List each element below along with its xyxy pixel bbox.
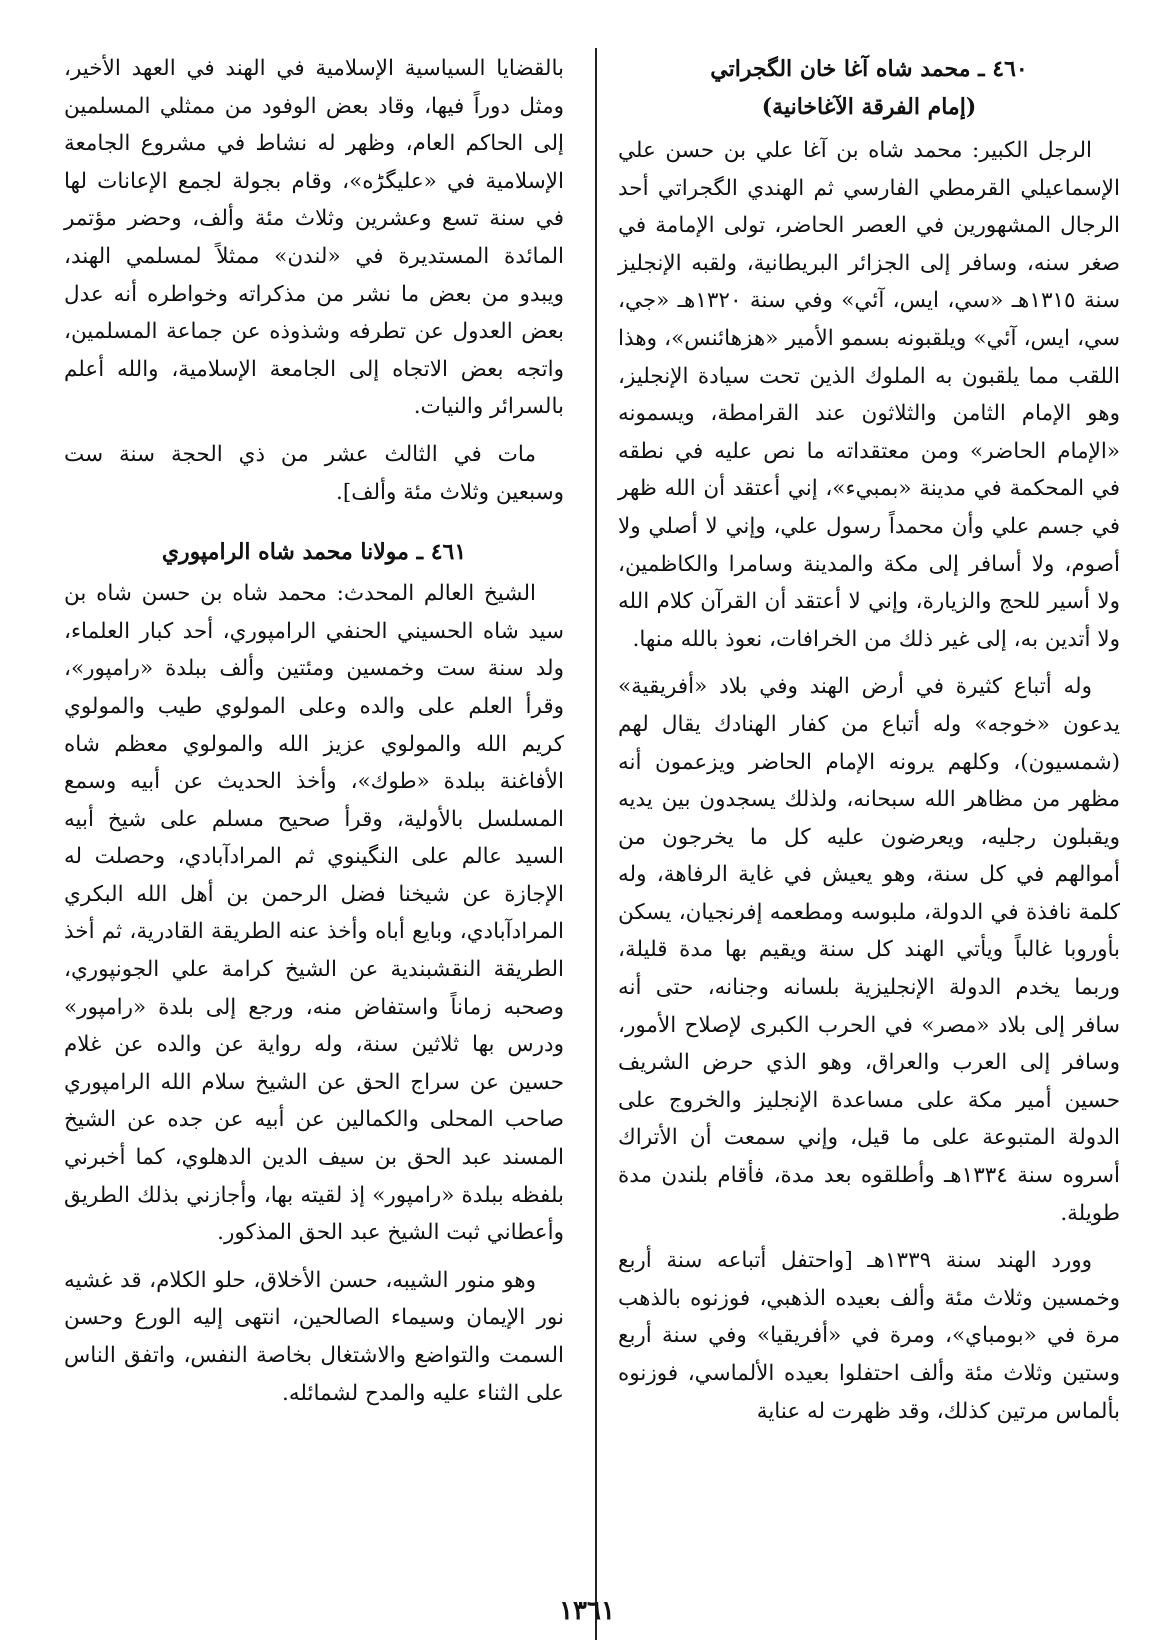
entry-460-subtitle: (إمام الفرقة الآغاخانية) xyxy=(761,94,977,120)
entry-460-death-paragraph: مات في الثالث عشر من ذي الحجة سنة ست وسبعين وثلاث مئة وألف]. xyxy=(64,441,564,505)
entry-460-paragraph: الرجل الكبير: محمد شاه بن آغا علي بن حسن علي الإسماعيلي القرمطي الفارسي ثم الهندي الگجراتي أحد الرجال المشهورين في العصر الحاضر، تولى الإمامة في صغر سنه، وسافر إلى الجزائر البريطانية، ولقبه الإنجليز سنة ١٣١٥هـ «سي، ايس، آئي» وفي سنة ١٣٢٠هـ «جي، سي، ايس، آئي» ويلقبونه بسمو الأمير «هزهائنس»، وهذا اللقب مما يلقبون به الملوك الذين تحت سيادة الإنجليز، وهو الإمام الثامن والثلاثون عند القرامطة، ويسمونه «الإمام الحاضر» ومن معتقداته ما نص عليه في نطقه في المحكمة في مدينة «بمبيء»، إني أعتقد أن الله ظهر في جسم علي وأن محمداً رسول علي، وإني لا أصلي ولا أصوم، ولا أسافر إلى مكة والمدينة وسامرا والكاظمين، ولا أسير للحج والزيارة، وإني لا أعتقد أن القرآن كلام الله ولا أتدين به، إلى غير ذلك من الخرافات، نعوذ بالله منها. xyxy=(618,138,1120,652)
entry-461-paragraph: وهو منور الشيبه، حسن الأخلاق، حلو الكلام، قد غشيه نور الإيمان وسيماء الصالحين، انتهى إليه الورع وحسن السمت والتواضع والاشتغال بخاصة النفس، واتفق الناس على الثناء عليه والمدح لشمائله. xyxy=(64,1267,564,1406)
right-column xyxy=(618,50,1120,1440)
entry-460-continued-paragraph: بالقضايا السياسية الإسلامية في الهند في العهد الأخير، ومثل دوراً فيها، وقاد بعض الوفود من ممثلي المسلمين إلى الحاكم العام، وظهر له نشاط في مشروع الجامعة الإسلامية في «عليگڑه»، وقام بجولة لجمع الإعانات لها في سنة تسع وعشرين وثلاث مئة وألف، وحضر مؤتمر المائدة المستديرة في «لندن» ممثلاً لمسلمي الهند، ويبدو من بعض ما نشر من مذكراته وخواطره أنه عدل بعض العدول عن تطرفه وشذوذه عن جماعة المسلمين، واتجه بعض الاتجاه إلى الجامعة الإسلامية، والله أعلم بالسرائر والنيات. xyxy=(64,56,564,420)
left-column xyxy=(64,50,564,1422)
entry-461-title: ٤٦١ ـ مولانا محمد شاه الرامپوري xyxy=(161,539,467,566)
column-divider xyxy=(595,48,597,1640)
entry-461-paragraph: الشيخ العالم المحدث: محمد شاه بن حسن شاه بن سيد شاه الحسيني الحنفي الرامپوري، أحد كبار العلماء، ولد سنة ست وخمسين ومئتين وألف ببلدة «رامپور»، وقرأ العلم على والده وعلى المولوي طيب والمولوي كريم الله والمولوي عزيز الله والمولوي معظم شاه الأفاغنة ببلدة «طوك»، وأخذ الحديث عن أبيه وسمع المسلسل بالأولية، وقرأ صحيح مسلم على شيخ أبيه السيد عالم على النگينوي ثم المرادآبادي، وحصلت له الإجازة عن شيخنا فضل الرحمن بن أهل الله البكري المرادآبادي، وبايع أباه وأخذ عنه الطريقة القادرية، ثم أخذ الطريقة النقشبندية عن الشيخ كرامة علي الجونپوري، وصحبه زماناً واستفاض منه، ورجع إلى بلدة «رامپور» ودرس بها ثلاثين سنة، وله رواية عن والده عن غلام حسين عن سراج الحق عن الشيخ سلام الله الرامپوري صاحب المحلى والكمالين عن أبيه عن جده عن الشيخ المسند عبد الحق بن سيف الدين الدهلوي، كما أخبرني بلفظه ببلدة «رامپور» إذ لقيته بها، وأجازني بذلك الطريق وأعطاني ثبت الشيخ عبد الحق المذكور. xyxy=(64,581,564,1246)
page-number: ١٣٦١ xyxy=(559,1596,615,1626)
entry-460-title: ٤٦٠ ـ محمد شاه آغا خان الگجراتي xyxy=(710,56,1028,82)
entry-460-paragraph: وورد الهند سنة ١٣٣٩هـ [واحتفل أتباعه سنة أربع وخمسين وثلاث مئة وألف بعيده الذهبي، فوزنوه بالذهب مرة في «بومباي»، ومرة في «أفريقيا» وفي سنة أربع وستين وثلاث مئة وألف احتفلوا بعيده الألماسي، فوزنوه بألماس مرتين كذلك، وقد ظهرت له عناية xyxy=(618,1248,1120,1424)
entry-460-paragraph: وله أتباع كثيرة في أرض الهند وفي بلاد «أفريقية» يدعون «خوجه» وله أتباع من كفار الهنادك يقال لهم (شمسيون)، وكلهم يرونه الإمام الحاضر ويزعمون أنه مظهر من مظاهر الله سبحانه، ولذلك يسجدون بين يديه ويقبلون رجليه، ويعرضون عليه كل ما يخرجون من أموالهم في كل سنة، وهو يعيش في غاية الرفاهة، وله كلمة نافذة في الدولة، ملبوسه ومطعمه إفرنجيان، يسكن بأوروبا غالباً ويأتي الهند كل سنة ويقيم بها مدة قليلة، وربما يخدم الدولة الإنجليزية بلسانه وجنانه، حتى أنه سافر إلى بلاد «مصر» في الحرب الكبرى لإصلاح الأمور، وسافر إلى العرب والعراق، وهو الذي حرض الشريف حسين أمير مكة على مساعدة الإنجليز والخروج على الدولة المتبوعة على ما قيل، وإني سمعت أن الأتراك أسروه سنة ١٣٣٤هـ وأطلقوه بعد مدة، فأقام بلندن مدة طويلة. xyxy=(618,674,1120,1226)
